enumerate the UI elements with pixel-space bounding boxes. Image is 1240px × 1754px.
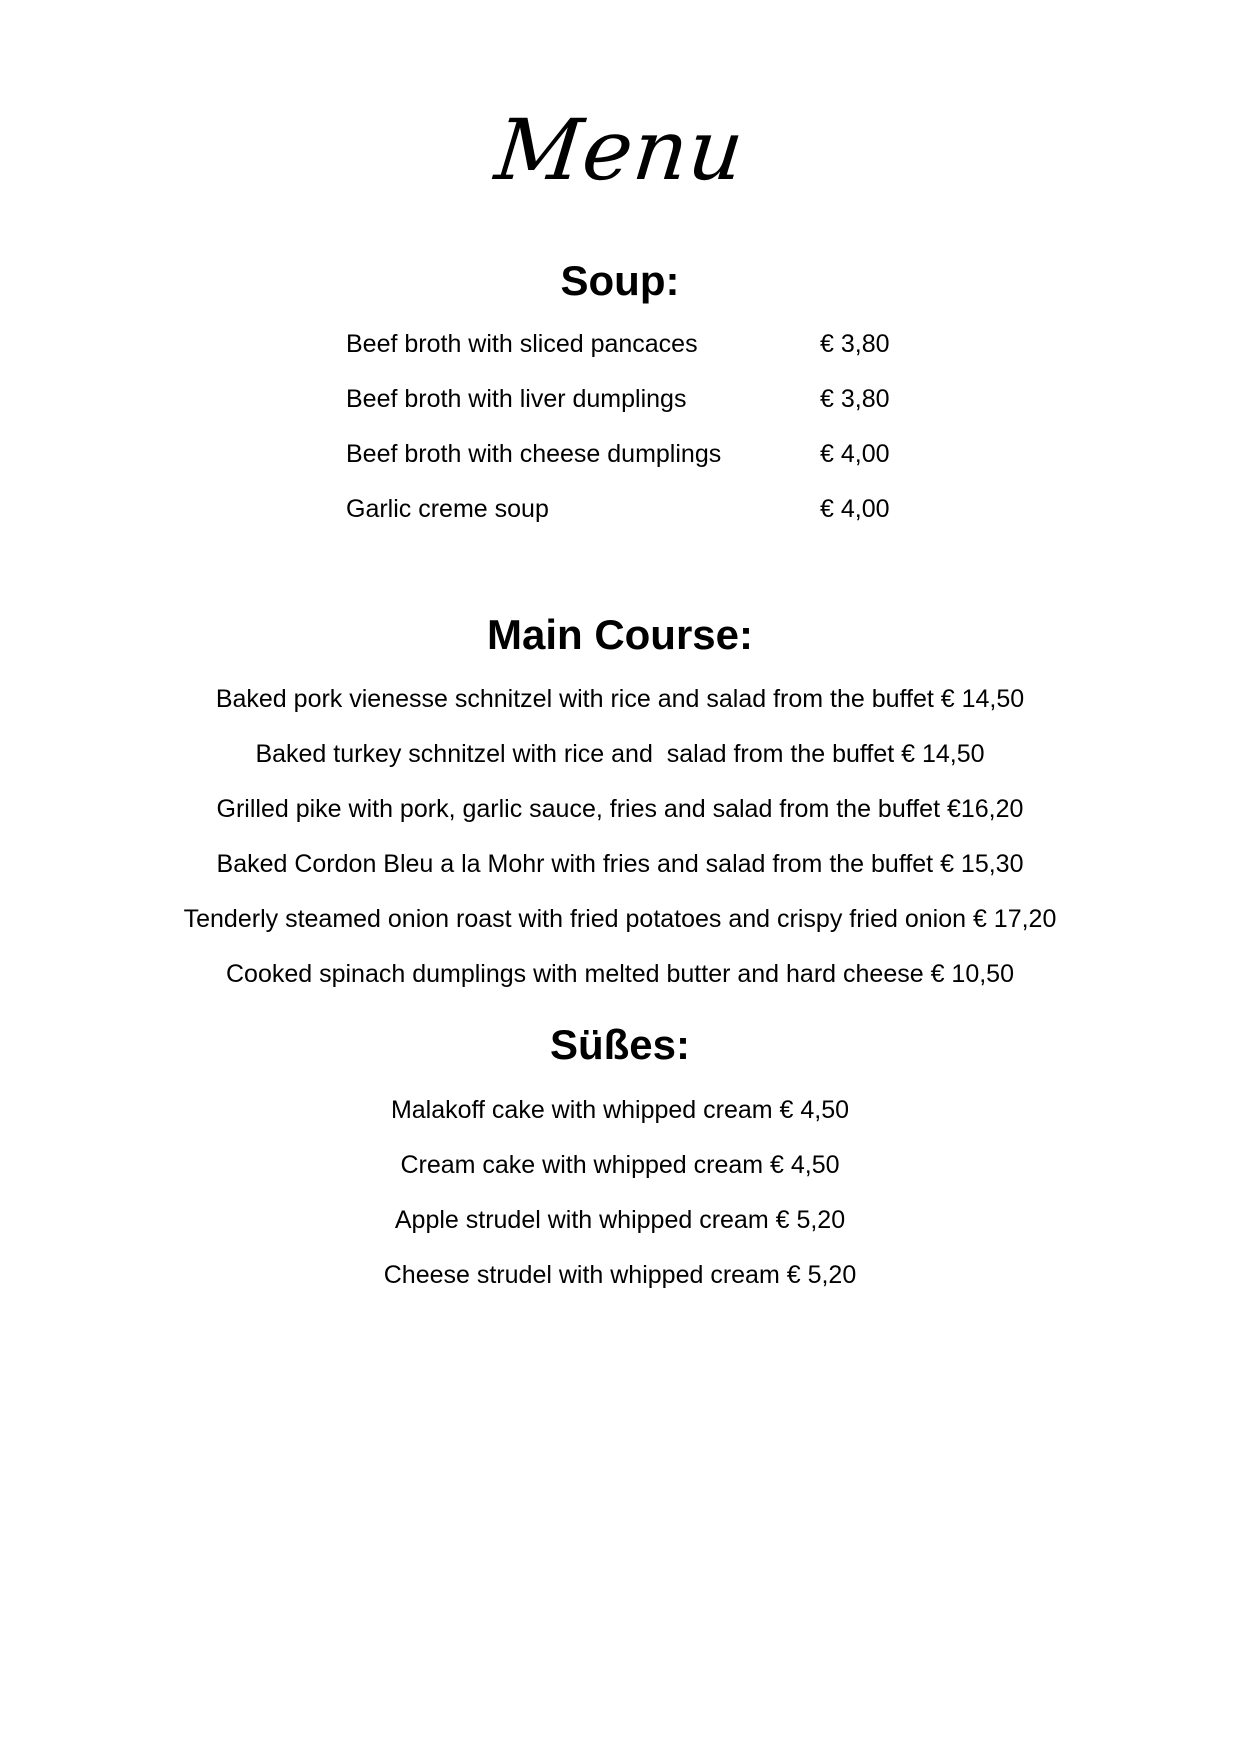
sweets-item: Cream cake with whipped cream € 4,50	[400, 1151, 840, 1179]
main-course-item: Baked pork vienesse schnitzel with rice and salad from the buffet € 14,50	[215, 685, 1025, 713]
main-course-heading: Main Course:	[486, 611, 754, 658]
sweets-item: Malakoff cake with whipped cream € 4,50	[390, 1096, 850, 1124]
sweets-item: Apple strudel with whipped cream € 5,20	[394, 1206, 846, 1234]
sweets-list	[0, 1094, 1240, 1314]
soup-item	[346, 438, 906, 493]
soup-heading: Soup:	[560, 257, 680, 304]
soup-item-price: € 4,00	[820, 440, 890, 468]
soup-item-name: Garlic creme soup	[346, 495, 549, 523]
soup-item-price: € 4,00	[820, 495, 890, 523]
soup-item	[346, 493, 906, 548]
main-course-item: Baked turkey schnitzel with rice and salad from the buffet € 14,50	[255, 740, 985, 768]
menu-title: Menu	[490, 101, 750, 199]
main-course-list	[0, 683, 1240, 1013]
soup-item-name: Beef broth with liver dumplings	[346, 385, 687, 413]
soup-item	[346, 383, 906, 438]
soup-item	[346, 328, 906, 383]
sweets-item: Cheese strudel with whipped cream € 5,20	[383, 1261, 857, 1289]
main-course-item: Cooked spinach dumplings with melted butter and hard cheese € 10,50	[225, 960, 1014, 988]
soup-list	[346, 328, 906, 548]
sweets-heading: Süßes:	[549, 1021, 691, 1068]
soup-item-name: Beef broth with sliced pancaces	[346, 330, 698, 358]
main-course-item: Grilled pike with pork, garlic sauce, fries and salad from the buffet €16,20	[216, 795, 1024, 823]
soup-item-price: € 3,80	[820, 385, 890, 413]
soup-item-price: € 3,80	[820, 330, 890, 358]
main-course-item: Baked Cordon Bleu a la Mohr with fries and salad from the buffet € 15,30	[216, 850, 1024, 878]
soup-item-name: Beef broth with cheese dumplings	[346, 440, 722, 468]
main-course-item: Tenderly steamed onion roast with fried potatoes and crispy fried onion € 17,20	[183, 905, 1057, 933]
